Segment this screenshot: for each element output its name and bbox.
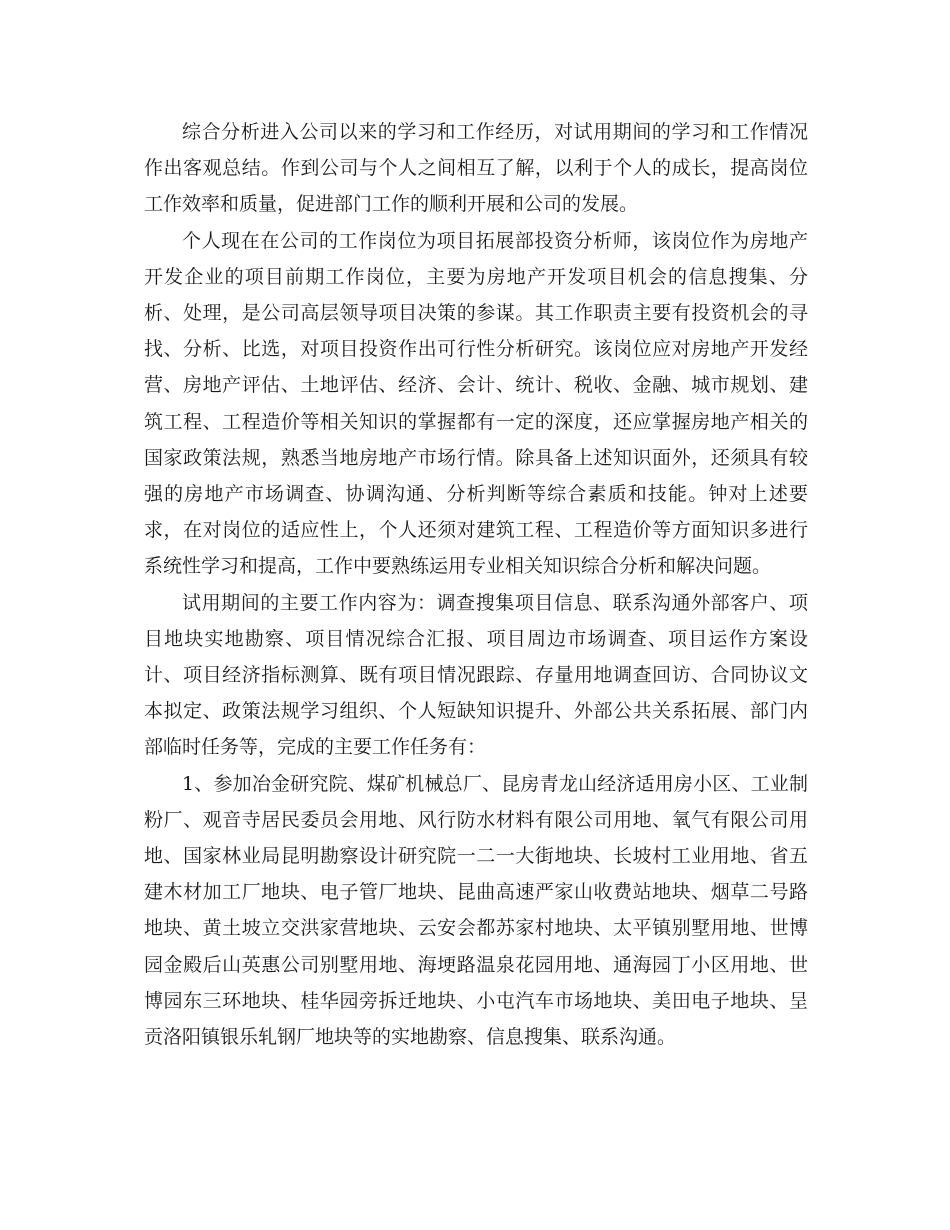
- paragraph-job-position: 个人现在在公司的工作岗位为项目拓展部投资分析师，该岗位作为房地产开发企业的项目前期工作岗位，主要为房地产开发项目机会的信息搜集、分析、处理，是公司高层领导项目决策的参谋。其工作职责主要有投资机会的寻找、分析、比选，对项目投资作出可行性分析研究。该岗位应对房地产开发经营、房地产评估、土地评估、经济、会计、统计、税收、金融、城市规划、建筑工程、工程造价等相关知识的掌握都有一定的深度，还应掌握房地产相关的国家政策法规，熟悉当地房地产市场行情。除具备上述知识面外，还须具有较强的房地产市场调查、协调沟通、分析判断等综合素质和技能。钟对上述要求，在对岗位的适应性上，个人还须对建筑工程、工程造价等方面知识多进行系统性学习和提高，工作中要熟练运用专业相关知识综合分析和解决问题。: [144, 229, 808, 578]
- document-body: [144, 114, 808, 1055]
- paragraph-task-list-item-1: 1、参加冶金研究院、煤矿机械总厂、昆房青龙山经济适用房小区、工业制粉厂、观音寺居民委员会用地、风行防水材料有限公司用地、氧气有限公司用地、国家林业局昆明勘察设计研究院一二一大街地块、长坡村工业用地、省五建木材加工厂地块、电子管厂地块、昆曲高速严家山收费站地块、烟草二号路地块、黄土坡立交洪家营地块、云安会都苏家村地块、太平镇别墅用地、世博园金殿后山英惠公司别墅用地、海埂路温泉花园用地、通海园丁小区用地、世博园东三环地块、桂华园旁拆迁地块、小屯汽车市场地块、美田电子地块、呈贡洛阳镇银乐轧钢厂地块等的实地勘察、信息搜集、联系沟通。: [144, 772, 808, 1049]
- paragraph-intro-summary: 综合分析进入公司以来的学习和工作经历，对试用期间的学习和工作情况作出客观总结。作到公司与个人之间相互了解，以利于个人的成长，提高岗位工作效率和质量，促进部门工作的顺利开展和公司的发展。: [144, 121, 808, 216]
- paragraph-work-content: 试用期间的主要工作内容为：调查搜集项目信息、联系沟通外部客户、项目地块实地勘察、项目情况综合汇报、项目周边市场调查、项目运作方案设计、项目经济指标测算、既有项目情况跟踪、存量用地调查回访、合同协议文本拟定、政策法规学习组织、个人短缺知识提升、外部公共关系拓展、部门内部临时任务等，完成的主要工作任务有：: [144, 591, 808, 759]
